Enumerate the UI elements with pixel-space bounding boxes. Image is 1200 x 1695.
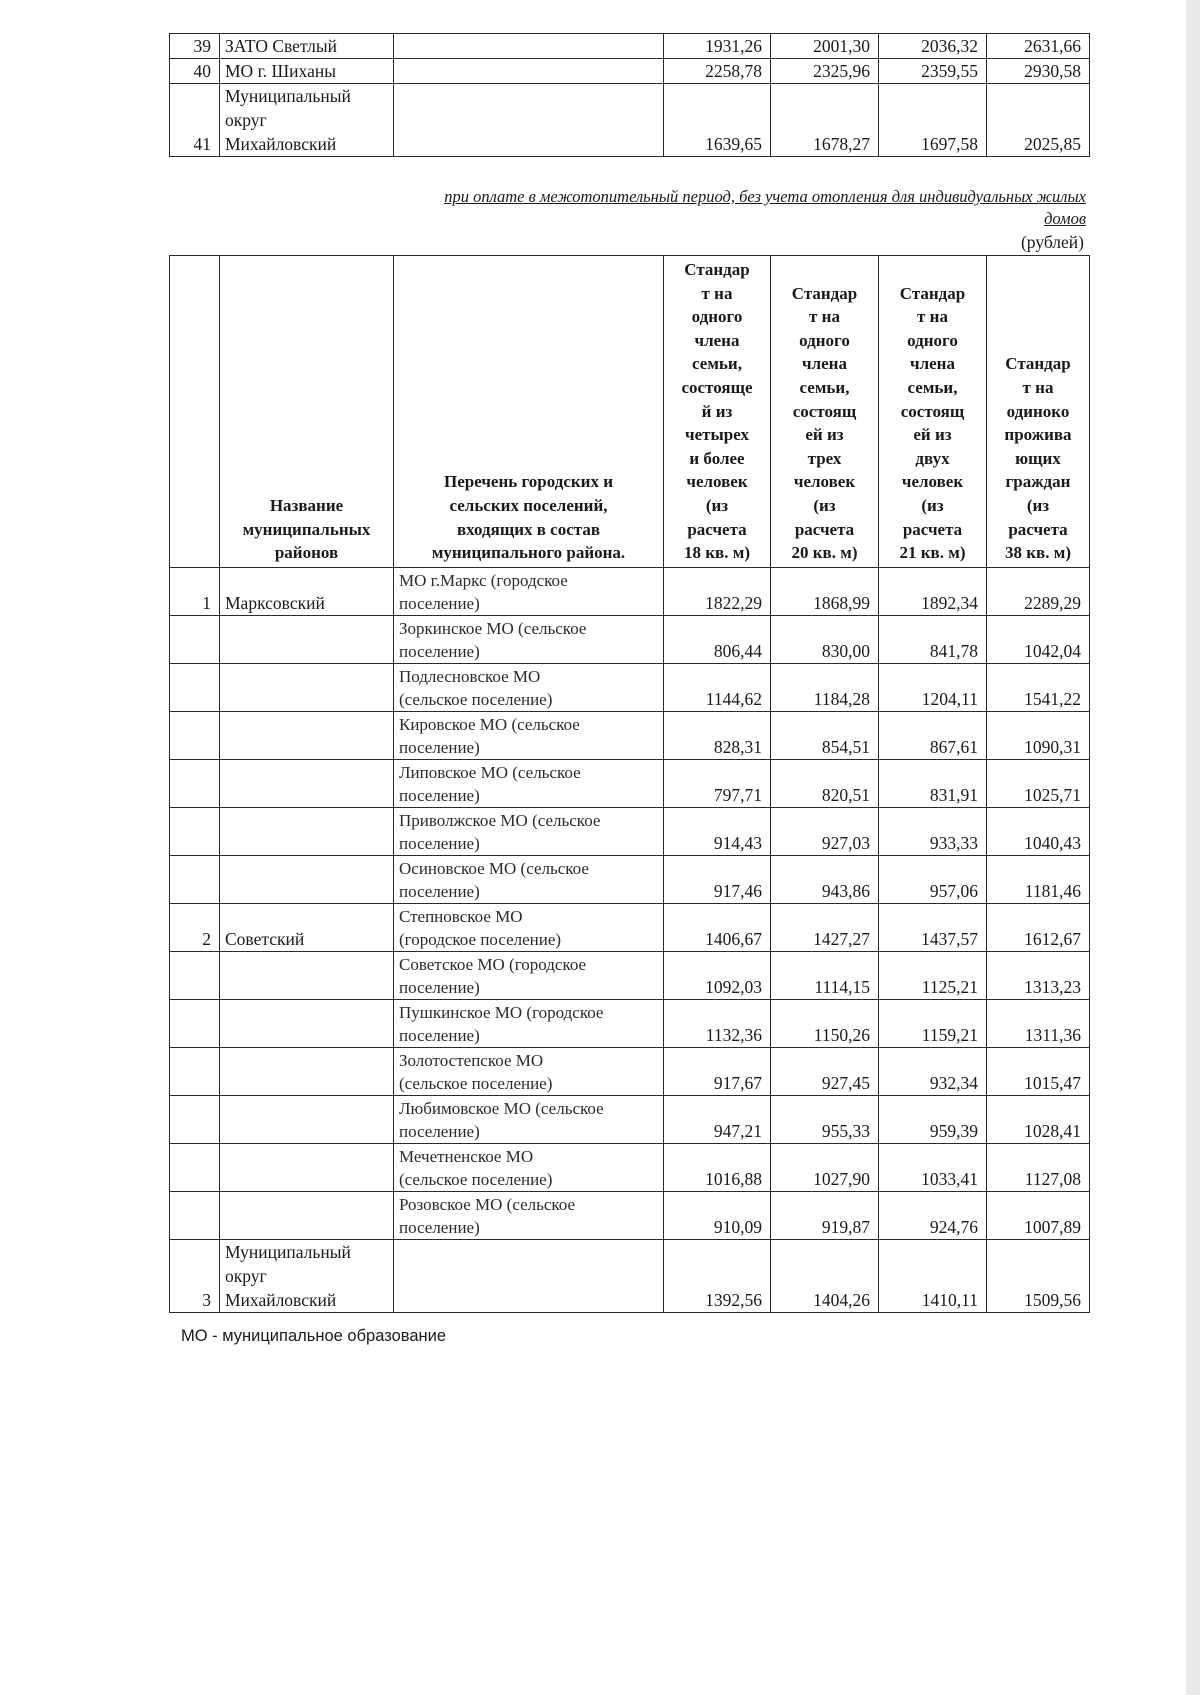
header-line: Название xyxy=(269,495,344,515)
value-cell: 1132,36 xyxy=(664,999,771,1047)
settlement-line: МО г.Маркс (городское xyxy=(399,570,568,590)
row-number: 1 xyxy=(170,567,220,615)
value-cell: 1931,26 xyxy=(664,34,771,59)
settlement-name xyxy=(394,807,664,855)
value-cell: 830,00 xyxy=(771,615,879,663)
settlement-line: поселение) xyxy=(399,737,480,757)
header-line: состоящ xyxy=(792,401,857,421)
table-row xyxy=(170,903,1090,951)
settlement-line: поселение) xyxy=(399,593,480,613)
value-cell: 1150,26 xyxy=(771,999,879,1047)
header-line: состояще xyxy=(681,377,753,397)
value-cell: 1027,90 xyxy=(771,1143,879,1191)
settlement-line: Пушкинское МО (городское xyxy=(399,1002,604,1022)
settlement-name xyxy=(394,1143,664,1191)
value-cell: 1090,31 xyxy=(987,711,1090,759)
table-row xyxy=(170,1191,1090,1239)
settlement-line: поселение) xyxy=(399,833,480,853)
header-line: Перечень городских и xyxy=(443,472,614,492)
header-line: одного xyxy=(907,330,958,350)
settlement-name xyxy=(394,903,664,951)
table-row xyxy=(170,567,1090,615)
header-line: Стандар xyxy=(899,283,966,303)
settlement-line: (городское поселение) xyxy=(399,929,562,949)
table-row xyxy=(170,663,1090,711)
value-cell: 959,39 xyxy=(879,1095,987,1143)
unit-label: (рублей) xyxy=(1020,232,1084,252)
value-cell: 1092,03 xyxy=(664,951,771,999)
value-cell: 1406,67 xyxy=(664,903,771,951)
header-line: ющих xyxy=(1015,448,1061,468)
settlement-cell xyxy=(394,84,664,157)
value-cell: 2930,58 xyxy=(987,59,1090,84)
value-cell: 1007,89 xyxy=(987,1191,1090,1239)
table-row xyxy=(170,1143,1090,1191)
header-line: двух xyxy=(915,448,950,468)
settlement-line: Советское МО (городское xyxy=(399,954,587,974)
settlement-line: Подлесновское МО xyxy=(399,666,541,686)
caption-line: при оплате в межотопительный период, без учета отопления для индивидуальных жилых xyxy=(444,187,1086,206)
district-name xyxy=(220,951,394,999)
header-line: (из xyxy=(813,495,836,515)
value-cell: 2289,29 xyxy=(987,567,1090,615)
header-line: районов xyxy=(274,543,339,563)
row-number: 3 xyxy=(170,1239,220,1312)
settlement-line: Липовское МО (сельское xyxy=(399,762,581,782)
row-number xyxy=(170,999,220,1047)
value-cell: 1639,65 xyxy=(664,84,771,157)
district-name xyxy=(220,1047,394,1095)
value-cell: 1015,47 xyxy=(987,1047,1090,1095)
table-row xyxy=(170,1239,1090,1312)
value-cell: 2025,85 xyxy=(987,84,1090,157)
district-name xyxy=(220,1191,394,1239)
header-line: Стандар xyxy=(1005,354,1071,374)
header-line: одиноко xyxy=(1006,401,1070,421)
settlement-line: поселение) xyxy=(399,641,480,661)
district-name xyxy=(220,1095,394,1143)
header-line: й из xyxy=(701,401,733,421)
settlement-name xyxy=(394,999,664,1047)
value-cell: 2258,78 xyxy=(664,59,771,84)
table-row xyxy=(170,1047,1090,1095)
table-row xyxy=(170,855,1090,903)
district-name xyxy=(220,1143,394,1191)
value-cell: 1822,29 xyxy=(664,567,771,615)
value-cell: 1144,62 xyxy=(664,663,771,711)
district-name-line: округ xyxy=(225,110,267,130)
district-name-line: Михайловский xyxy=(225,1289,337,1310)
row-number xyxy=(170,663,220,711)
district-name xyxy=(220,711,394,759)
header-line: Стандар xyxy=(684,260,750,279)
table-row xyxy=(170,807,1090,855)
settlement-name xyxy=(394,567,664,615)
value-cell: 947,21 xyxy=(664,1095,771,1143)
district-name-line: Муниципальный xyxy=(225,1241,351,1262)
header-line: одного xyxy=(691,307,743,327)
value-cell: 1509,56 xyxy=(987,1239,1090,1312)
value-cell: 1033,41 xyxy=(879,1143,987,1191)
settlement-name xyxy=(394,855,664,903)
header-line: расчета xyxy=(687,519,747,539)
district-name: ЗАТО Светлый xyxy=(220,34,394,59)
settlement-line: Золотостепское МО xyxy=(399,1050,544,1070)
header-line: т на xyxy=(1022,377,1054,397)
header-line: расчета xyxy=(902,519,963,539)
settlement-cell xyxy=(394,59,664,84)
value-cell: 927,03 xyxy=(771,807,879,855)
value-cell: 1181,46 xyxy=(987,855,1090,903)
settlement-name xyxy=(394,951,664,999)
value-cell: 797,71 xyxy=(664,759,771,807)
settlement-cell xyxy=(394,1239,664,1312)
value-cell: 1697,58 xyxy=(879,84,987,157)
settlement-cell xyxy=(394,34,664,59)
row-number: 40 xyxy=(170,59,220,84)
header-line: человек xyxy=(901,472,964,492)
value-cell: 1427,27 xyxy=(771,903,879,951)
value-cell: 933,33 xyxy=(879,807,987,855)
header-line: (из xyxy=(705,495,729,515)
header-line: Стандар xyxy=(791,283,858,303)
header-line: человек xyxy=(686,472,748,492)
header-line: (из xyxy=(1026,495,1050,515)
settlement-name xyxy=(394,615,664,663)
header-line: 18 кв. м) xyxy=(684,543,750,563)
table-row xyxy=(170,84,1090,157)
header-line: члена xyxy=(910,354,955,374)
table-row xyxy=(170,759,1090,807)
header-line: расчета xyxy=(794,519,855,539)
header-row xyxy=(170,256,1090,568)
header-line: и более xyxy=(689,448,745,468)
row-number xyxy=(170,807,220,855)
district-name xyxy=(220,1239,394,1312)
value-cell: 1410,11 xyxy=(879,1239,987,1312)
row-number xyxy=(170,711,220,759)
district-name xyxy=(220,759,394,807)
header-standard-3 xyxy=(771,256,879,568)
header-line: 38 кв. м) xyxy=(1005,543,1071,563)
value-cell: 841,78 xyxy=(879,615,987,663)
settlement-line: Любимовское МО (сельское xyxy=(399,1098,604,1118)
value-cell: 927,45 xyxy=(771,1047,879,1095)
table-row xyxy=(170,1095,1090,1143)
table-caption xyxy=(280,186,1086,230)
table-row xyxy=(170,999,1090,1047)
table-row xyxy=(170,34,1090,59)
settlement-line: Степновское МО xyxy=(399,906,523,926)
value-cell: 1204,11 xyxy=(879,663,987,711)
header-number xyxy=(170,256,220,568)
header-line: граждан xyxy=(1005,472,1071,492)
settlement-line: поселение) xyxy=(399,1217,480,1237)
value-cell: 828,31 xyxy=(664,711,771,759)
settlement-line: Розовское МО (сельское xyxy=(399,1194,576,1214)
row-number xyxy=(170,1047,220,1095)
value-cell: 1313,23 xyxy=(987,951,1090,999)
header-line: сельских поселений, xyxy=(449,495,608,515)
settlement-name xyxy=(394,711,664,759)
value-cell: 867,61 xyxy=(879,711,987,759)
district-name xyxy=(220,663,394,711)
header-line: 20 кв. м) xyxy=(791,543,858,563)
row-number: 39 xyxy=(170,34,220,59)
header-settlement-list xyxy=(394,256,664,568)
caption-line: домов xyxy=(1044,209,1086,228)
value-cell: 914,43 xyxy=(664,807,771,855)
settlement-line: поселение) xyxy=(399,785,480,805)
value-cell: 2001,30 xyxy=(771,34,879,59)
header-line: ей из xyxy=(913,425,952,445)
row-number xyxy=(170,759,220,807)
settlement-line: Зоркинское МО (сельское xyxy=(399,618,587,638)
settlement-line: поселение) xyxy=(399,881,480,901)
value-cell: 2325,96 xyxy=(771,59,879,84)
value-cell: 955,33 xyxy=(771,1095,879,1143)
header-line: ей из xyxy=(805,425,844,445)
value-cell: 854,51 xyxy=(771,711,879,759)
settlement-line: (сельское поселение) xyxy=(399,689,553,709)
value-cell: 1184,28 xyxy=(771,663,879,711)
district-name: МО г. Шиханы xyxy=(220,59,394,84)
table-row xyxy=(170,711,1090,759)
settlement-name xyxy=(394,1095,664,1143)
value-cell: 1159,21 xyxy=(879,999,987,1047)
value-cell: 1028,41 xyxy=(987,1095,1090,1143)
row-number xyxy=(170,855,220,903)
header-line: человек xyxy=(793,472,856,492)
header-line: т на xyxy=(917,307,948,327)
header-district-name xyxy=(220,256,394,568)
header-line: члена xyxy=(802,354,847,374)
main-table xyxy=(169,255,1090,1313)
row-number xyxy=(170,1095,220,1143)
value-cell: 820,51 xyxy=(771,759,879,807)
value-cell: 1437,57 xyxy=(879,903,987,951)
value-cell: 1125,21 xyxy=(879,951,987,999)
value-cell: 831,91 xyxy=(879,759,987,807)
value-cell: 1311,36 xyxy=(987,999,1090,1047)
header-line: трех xyxy=(807,448,842,468)
header-standard-2 xyxy=(879,256,987,568)
settlement-name xyxy=(394,1047,664,1095)
district-name-line: округ xyxy=(225,1265,267,1286)
header-line: прожива xyxy=(1004,425,1072,445)
value-cell: 924,76 xyxy=(879,1191,987,1239)
value-cell: 917,46 xyxy=(664,855,771,903)
value-cell: 919,87 xyxy=(771,1191,879,1239)
header-line: т на xyxy=(809,307,840,327)
value-cell: 2631,66 xyxy=(987,34,1090,59)
value-cell: 1127,08 xyxy=(987,1143,1090,1191)
district-name xyxy=(220,807,394,855)
scan-edge xyxy=(1186,0,1200,1695)
header-line: семьи, xyxy=(907,377,958,397)
header-standard-single xyxy=(987,256,1090,568)
settlement-name xyxy=(394,663,664,711)
settlement-line: (сельское поселение) xyxy=(399,1169,553,1189)
table-row xyxy=(170,59,1090,84)
value-cell: 910,09 xyxy=(664,1191,771,1239)
district-name xyxy=(220,84,394,157)
header-line: муниципальных xyxy=(242,519,371,539)
value-cell: 957,06 xyxy=(879,855,987,903)
value-cell: 1016,88 xyxy=(664,1143,771,1191)
value-cell: 943,86 xyxy=(771,855,879,903)
table-row xyxy=(170,951,1090,999)
row-number xyxy=(170,951,220,999)
header-line: состоящ xyxy=(900,401,965,421)
settlement-line: Кировское МО (сельское xyxy=(399,714,580,734)
value-cell: 1042,04 xyxy=(987,615,1090,663)
settlement-line: (сельское поселение) xyxy=(399,1073,553,1093)
district-name: Марксовский xyxy=(220,567,394,615)
header-line: (из xyxy=(921,495,944,515)
header-line: расчета xyxy=(1008,519,1068,539)
value-cell: 1392,56 xyxy=(664,1239,771,1312)
table-row xyxy=(170,615,1090,663)
header-line: т на xyxy=(701,283,733,303)
value-cell: 2359,55 xyxy=(879,59,987,84)
header-line: входящих в состав xyxy=(457,519,600,539)
settlement-name xyxy=(394,1191,664,1239)
row-number xyxy=(170,615,220,663)
value-cell: 806,44 xyxy=(664,615,771,663)
district-name: Советский xyxy=(220,903,394,951)
header-line: муниципального района. xyxy=(431,543,626,563)
header-line: семьи, xyxy=(692,354,742,374)
value-cell: 1025,71 xyxy=(987,759,1090,807)
header-line: 21 кв. м) xyxy=(899,543,966,563)
header-line: четырех xyxy=(685,425,749,445)
settlement-line: поселение) xyxy=(399,1121,480,1141)
value-cell: 1868,99 xyxy=(771,567,879,615)
row-number: 41 xyxy=(170,84,220,157)
value-cell: 2036,32 xyxy=(879,34,987,59)
settlement-name xyxy=(394,759,664,807)
value-cell: 1892,34 xyxy=(879,567,987,615)
footnote: МО - муниципальное образование xyxy=(181,1327,447,1345)
district-name-line: Михайловский xyxy=(225,134,337,154)
settlement-line: Приволжское МО (сельское xyxy=(399,810,601,830)
district-name-line: Муниципальный xyxy=(225,86,351,106)
district-name xyxy=(220,615,394,663)
district-name xyxy=(220,999,394,1047)
row-number xyxy=(170,1143,220,1191)
district-name xyxy=(220,855,394,903)
value-cell: 1040,43 xyxy=(987,807,1090,855)
header-line: одного xyxy=(799,330,850,350)
value-cell: 1612,67 xyxy=(987,903,1090,951)
value-cell: 917,67 xyxy=(664,1047,771,1095)
row-number xyxy=(170,1191,220,1239)
value-cell: 1114,15 xyxy=(771,951,879,999)
settlement-line: поселение) xyxy=(399,1025,480,1045)
settlement-line: поселение) xyxy=(399,977,480,997)
header-line: члена xyxy=(694,330,740,350)
header-line: семьи, xyxy=(799,377,850,397)
value-cell: 1404,26 xyxy=(771,1239,879,1312)
settlement-line: Осиновское МО (сельское xyxy=(399,858,589,878)
value-cell: 1541,22 xyxy=(987,663,1090,711)
settlement-line: Мечетненское МО xyxy=(399,1146,534,1166)
row-number: 2 xyxy=(170,903,220,951)
value-cell: 1678,27 xyxy=(771,84,879,157)
top-table xyxy=(169,33,1090,157)
value-cell: 932,34 xyxy=(879,1047,987,1095)
header-standard-4plus xyxy=(664,256,771,568)
